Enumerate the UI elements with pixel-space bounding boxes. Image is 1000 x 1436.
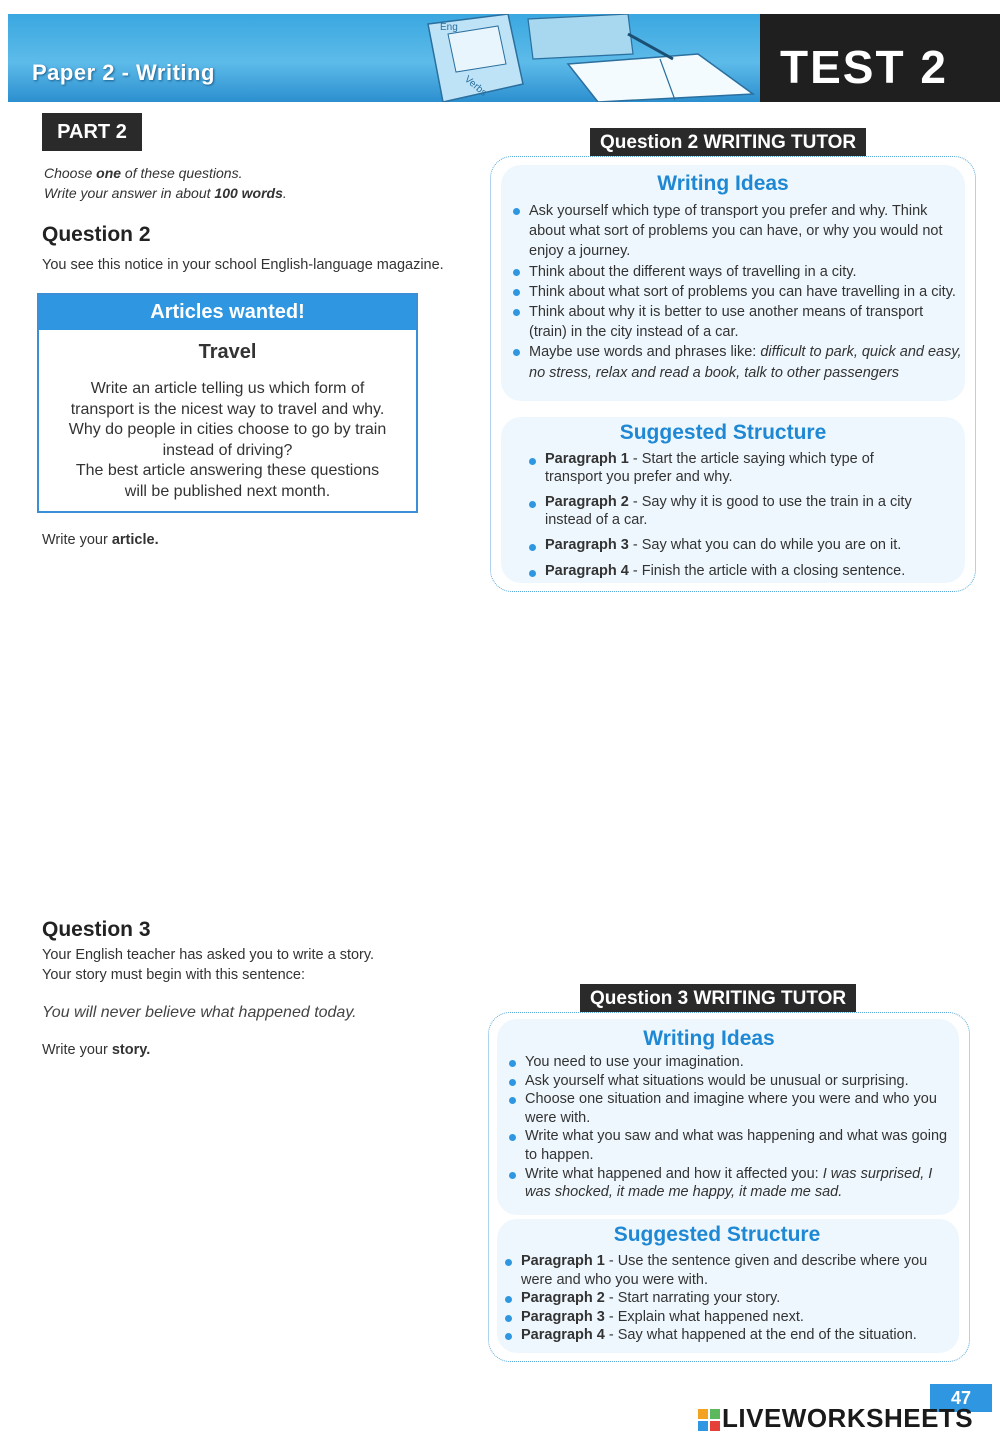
tutor-3-structure-list [503,1252,943,1345]
tutor-3-ideas-list [507,1053,957,1202]
tutor-3-ideas-title: Writing Ideas [643,1027,775,1050]
notice-heading: Articles wanted! [39,295,416,330]
tutor-3-structure-title: Suggested Structure [613,1223,821,1246]
notice-line: Write an article telling us which form of [90,380,365,397]
question-2-title: Question 2 [42,223,151,246]
list-item: Paragraph 4 - Finish the article with a closing sentence. [527,563,927,581]
tutor-3-label: Question 3 WRITING TUTOR [580,984,856,1014]
list-item: Ask yourself which type of transport you prefer and why. Think about what sort of problems you can have, or why you would not enjoy a journey. [511,201,963,262]
tutor-2-panel [490,156,976,592]
notice-body [47,379,408,502]
list-item: Think about why it is better to use another means of transport (train) in the city instead of a car. [511,302,963,342]
header-banner [8,14,760,102]
notice-line: Why do people in cities choose to go by train [68,421,387,438]
list-item: Think about what sort of problems you can have travelling in a city. [511,282,963,302]
test-title: TEST 2 [780,41,948,93]
liveworksheets-icon [698,1409,720,1431]
question-2-intro: You see this notice in your school English-language magazine. [42,257,444,273]
notice-subheading: Travel [198,341,257,363]
question-2-write-task: Write your article. [42,532,159,548]
list-item: Paragraph 3 - Explain what happened next. [503,1308,943,1327]
page-number: 47 [930,1384,992,1412]
tutor-2-ideas-title: Writing Ideas [657,172,789,195]
list-item: Paragraph 2 - Say why it is good to use the train in a city instead of a car. [527,494,927,529]
list-item: You need to use your imagination. [507,1053,957,1072]
list-item: Write what you saw and what was happening and what was going to happen. [507,1127,957,1164]
part-label: PART 2 [42,113,142,151]
list-item: Write what happened and how it affected you: I was surprised, I was shocked, it made me happy, it made me sad. [507,1165,957,1202]
tutor-3-panel [488,1012,970,1362]
list-item: Choose one situation and imagine where you were and who you were with. [507,1090,957,1127]
list-item: Paragraph 4 - Say what happened at the end of the situation. [503,1326,943,1345]
list-item: Ask yourself what situations would be unusual or surprising. [507,1072,957,1091]
notice-line: instead of driving? [162,441,293,459]
book-label-eng: Eng [440,22,458,33]
question-3-line-1: Your English teacher has asked you to write a story. [42,947,375,963]
books-illustration [398,14,760,102]
notice-box [37,293,418,513]
list-item: Paragraph 1 - Start the article saying which type of transport you prefer and why. [527,451,927,486]
tutor-2-structure-list [527,451,927,580]
notice-line: transport is the nicest way to travel and why. [70,400,385,418]
instruction-choose: Choose one of these questions. [44,165,243,181]
list-item: Think about the different ways of travelling in a city. [511,262,963,282]
tutor-2-label: Question 2 WRITING TUTOR [590,128,866,158]
paper-title: Paper 2 - Writing [32,60,215,85]
list-item: Maybe use words and phrases like: difficult to park, quick and easy, no stress, relax and read a book, talk to other passengers [511,342,963,382]
list-item: Paragraph 2 - Start narrating your story. [503,1289,943,1308]
notice-line: will be published next month. [124,482,331,500]
list-item: Paragraph 3 - Say what you can do while you are on it. [527,537,927,555]
question-3-title: Question 3 [42,918,151,941]
question-3-line-2: Your story must begin with this sentence: [42,967,306,983]
instruction-words: Write your answer in about 100 words. [44,185,287,201]
notice-line: The best article answering these questions [75,462,380,479]
question-3-sentence: You will never believe what happened today. [42,1004,357,1021]
liveworksheets-brand: LIVEWORKSHEETS [722,1403,974,1433]
book-label-verbs: Verbs [462,73,489,99]
list-item: Paragraph 1 - Use the sentence given and describe where you were and who you were with. [503,1252,943,1289]
liveworksheets-logo[interactable] [698,1403,973,1434]
tutor-2-ideas-list [511,201,963,383]
question-3-write-task: Write your story. [42,1042,151,1058]
tutor-2-structure-title: Suggested Structure [619,421,827,444]
